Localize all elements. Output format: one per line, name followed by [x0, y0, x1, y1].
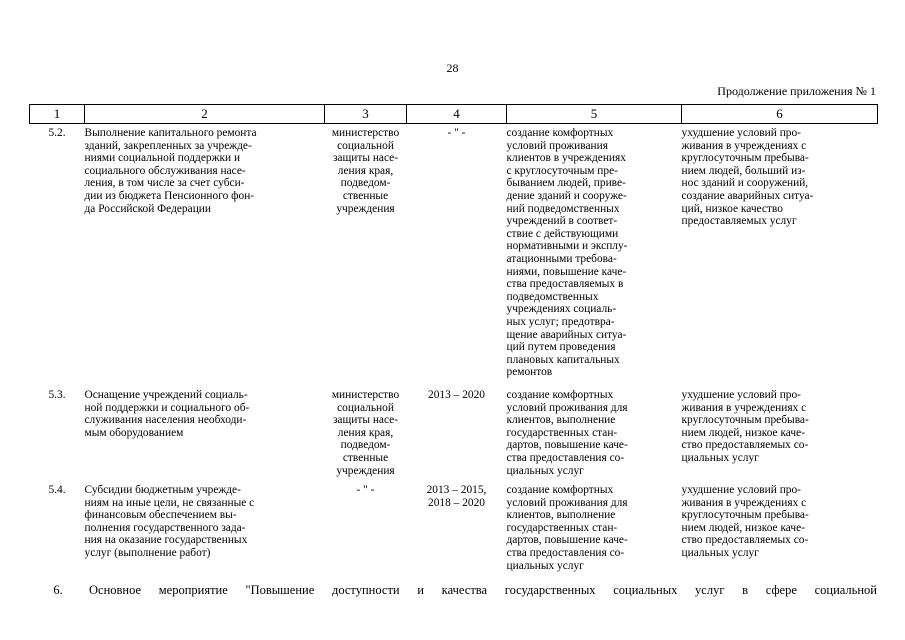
header-cell: 1 [30, 105, 85, 124]
table-row [30, 124, 878, 390]
text-line: защиты насе- [332, 414, 399, 427]
text-line: служивания населения необходи- [84, 414, 247, 427]
executor [325, 389, 407, 484]
text-line: циальных услуг [681, 451, 759, 464]
text-line: ствие с действующими [506, 227, 619, 240]
text-line: учреждения [336, 464, 395, 477]
text-line: создание аварийных ситуа- [681, 189, 814, 202]
row-number: 5.2. [48, 127, 66, 139]
text-line: учреждениях социаль- [506, 303, 617, 316]
text-line: нием людей, низкое каче- [681, 426, 805, 439]
header-cell: 2 [85, 105, 325, 124]
row-number: 5.3. [48, 389, 66, 401]
text-line: ных услуг; предотвра- [506, 315, 615, 328]
main-measure-number: 6. [53, 583, 63, 597]
text-line: дии из бюджета Пенсионного фон- [84, 189, 255, 202]
text-line: финансовым обеспечением вы- [84, 509, 237, 522]
text-line: ления края, [337, 426, 394, 439]
text-line: живания в учреждениях с [681, 496, 807, 509]
measure-description [85, 389, 325, 484]
text-line: живания в учреждениях с [681, 401, 807, 414]
executor [325, 124, 407, 390]
text-line: быванием людей, приве- [506, 177, 626, 190]
text-line: ство предоставляемых со- [681, 534, 809, 547]
text-line: предоставляемых услуг [681, 215, 797, 228]
text-line: создание комфортных [506, 389, 614, 401]
text-line: живания в учреждениях с [681, 139, 807, 152]
text-line: услуг (выполнение работ) [84, 546, 211, 559]
text-line: да Российской Федерации [84, 202, 211, 215]
text-line: ства предоставления со- [506, 546, 625, 559]
text-line: - " - [356, 484, 375, 496]
continuation-note: Продолжение приложения № 1 [717, 84, 876, 98]
text-line: плановых капитальных [506, 353, 620, 366]
text-line: ния на оказание государственных [84, 534, 248, 547]
text-line: ций путем проведения [506, 341, 616, 354]
text-line: круглосуточным пребыва- [681, 509, 809, 522]
text-line: нос зданий и сооружений, [681, 177, 809, 190]
text-line: ления края, [337, 164, 394, 177]
text-line: дение зданий и сооруже- [506, 189, 627, 202]
text-line: условий проживания для [506, 401, 628, 414]
measure-description [85, 484, 325, 574]
text-line: ной поддержки и социального об- [84, 401, 250, 414]
text-line: подведом- [340, 177, 391, 190]
text-line: ухудшение условий про- [681, 389, 801, 401]
header-row [30, 105, 878, 124]
text-line: подведомственных [506, 290, 599, 303]
text-line: создание комфортных [506, 484, 614, 496]
text-line: мым оборудованием [84, 426, 184, 439]
text-line: зданий, закрепленных за учрежде- [84, 139, 252, 152]
expected-result [507, 484, 682, 574]
text-line: ухудшение условий про- [681, 127, 801, 139]
text-line: клиентов в учреждениях [506, 152, 626, 165]
text-line: нормативными и эксплу- [506, 240, 628, 253]
text-line: дартов, повышение каче- [506, 439, 628, 452]
text-line: подведом- [340, 439, 391, 452]
main-measure-text: Основное мероприятие "Повышение доступности и качества государственных социальных услуг в сфере социальной [89, 583, 877, 597]
header-cell: 3 [325, 105, 407, 124]
text-line: социального обслуживания насе- [84, 164, 246, 177]
text-line: циальных услуг [506, 559, 584, 572]
text-line: нием людей, низкое каче- [681, 521, 805, 534]
text-line: условий проживания [506, 139, 608, 152]
text-line: ухудшение условий про- [681, 484, 801, 496]
term [407, 124, 507, 390]
text-line: ственные [342, 451, 389, 464]
text-line: ний подведомственных [506, 202, 620, 215]
text-line: с круглосуточным пре- [506, 164, 618, 177]
table-row [30, 484, 878, 574]
term [407, 484, 507, 574]
text-line: Субсидии бюджетным учрежде- [84, 484, 241, 496]
non-implementation-consequences [682, 484, 878, 574]
text-line: дартов, повышение каче- [506, 534, 628, 547]
text-line: ниям на иные цели, не связанные с [84, 496, 255, 509]
header-cell: 5 [507, 105, 682, 124]
table-row [30, 389, 878, 484]
text-line: Оснащение учреждений социаль- [84, 389, 248, 401]
expected-result [507, 389, 682, 484]
text-line: клиентов, выполнение [506, 414, 616, 427]
text-line: клиентов, выполнение [506, 509, 616, 522]
text-line: социальной [337, 401, 394, 414]
text-line: ций, низкое качество [681, 202, 783, 215]
text-line: 2013 – 2015, [426, 484, 487, 496]
row-number: 5.4. [48, 484, 66, 496]
text-line: 2013 – 2020 [428, 389, 485, 401]
text-line: круглосуточным пребыва- [681, 152, 809, 165]
text-line: социальной [337, 139, 394, 152]
program-table [29, 104, 878, 574]
non-implementation-consequences [682, 389, 878, 484]
text-line: условий проживания для [506, 496, 628, 509]
text-line: учреждений в соответ- [506, 215, 618, 228]
text-line: министерство [331, 127, 400, 139]
text-line: ственные [342, 189, 389, 202]
header-cell: 4 [407, 105, 507, 124]
text-line: атационными требова- [506, 252, 617, 265]
text-line: ство предоставляемых со- [681, 439, 809, 452]
text-line: государственных стан- [506, 521, 618, 534]
text-line: создание комфортных [506, 127, 614, 139]
text-line: учреждения [336, 202, 395, 215]
text-line: ремонтов [506, 366, 553, 379]
header-cell: 6 [682, 105, 878, 124]
text-line: полнения государственного зада- [84, 521, 246, 534]
text-line: щение аварийных ситуа- [506, 328, 627, 341]
text-line: ства предоставляемых в [506, 278, 624, 291]
text-line: - " - [447, 127, 466, 139]
text-line: ства предоставления со- [506, 451, 625, 464]
text-line: министерство [331, 389, 400, 401]
expected-result [507, 124, 682, 390]
text-line: нием людей, больший из- [681, 164, 806, 177]
term [407, 389, 507, 484]
text-line: ления, в том числе за счет субси- [84, 177, 245, 190]
text-line: Выполнение капитального ремонта [84, 127, 257, 139]
non-implementation-consequences [682, 124, 878, 390]
text-line: 2018 – 2020 [428, 496, 485, 509]
page-number: 28 [446, 61, 459, 75]
executor [325, 484, 407, 574]
text-line: ниями социальной поддержки и [84, 152, 241, 165]
text-line: ниями, повышение каче- [506, 265, 627, 278]
text-line: циальных услуг [681, 546, 759, 559]
measure-description [85, 124, 325, 390]
text-line: государственных стан- [506, 426, 618, 439]
text-line: круглосуточным пребыва- [681, 414, 809, 427]
text-line: защиты насе- [332, 152, 399, 165]
text-line: циальных услуг [506, 464, 584, 477]
